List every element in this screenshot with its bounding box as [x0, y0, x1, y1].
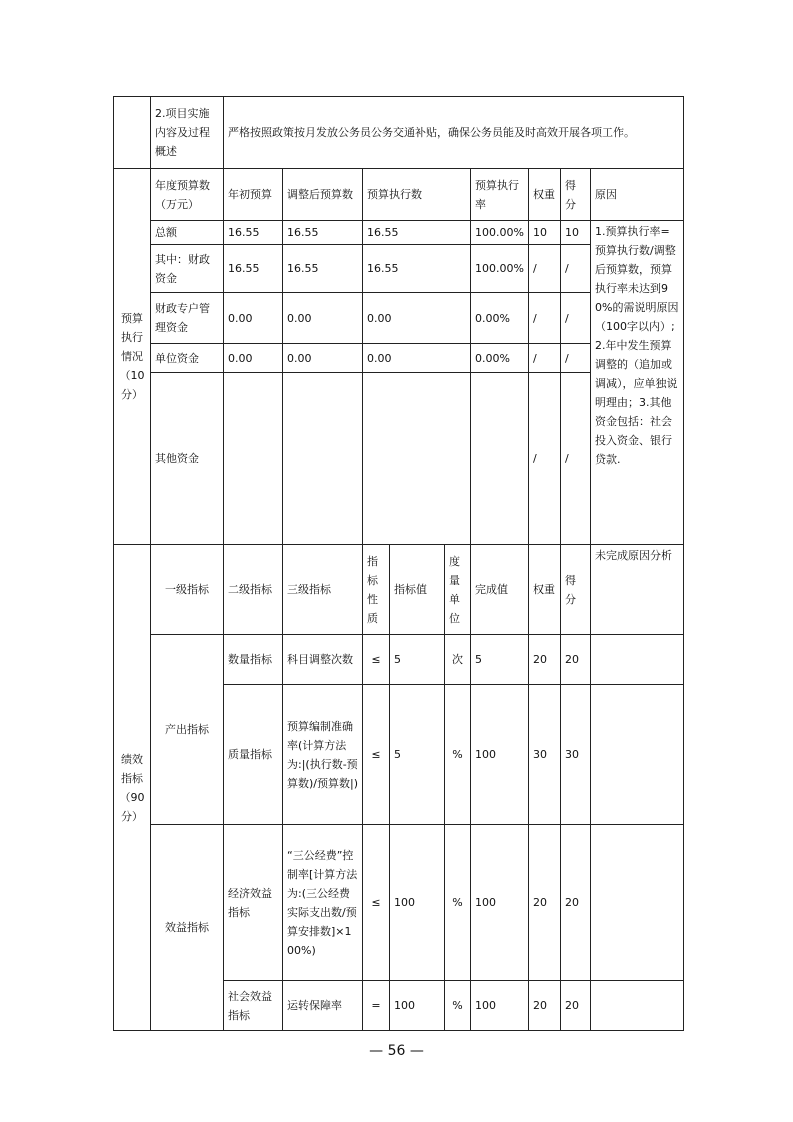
impl-label: 2.项目实施内容及过程概述 [151, 97, 224, 169]
cell: 0.00 [224, 344, 283, 373]
cell: 0.00% [471, 293, 529, 344]
perf-section-label: 绩效指标（90分） [114, 545, 151, 1031]
done-cell: 100 [471, 981, 529, 1031]
blank-cell [114, 97, 151, 169]
level1-cell: 产出指标 [151, 635, 224, 825]
cell [224, 373, 283, 545]
cell: / [561, 293, 591, 344]
cell: / [561, 373, 591, 545]
cell: 10 [529, 221, 561, 245]
row-name: 单位资金 [151, 344, 224, 373]
header-cell: 未完成原因分析 [591, 545, 684, 635]
unit-cell: % [445, 981, 471, 1031]
header-cell: 完成值 [471, 545, 529, 635]
cell: 10 [561, 221, 591, 245]
level2-cell: 质量指标 [224, 685, 283, 825]
performance-table [113, 96, 684, 1031]
nature-cell: ≤ [363, 635, 390, 685]
reason-cell [591, 635, 684, 685]
cell: / [561, 245, 591, 293]
cell: 16.55 [224, 245, 283, 293]
level1-cell: 效益指标 [151, 825, 224, 1031]
cell: 0.00 [363, 344, 471, 373]
header-cell: 权重 [529, 169, 561, 221]
row-name: 财政专户管理资金 [151, 293, 224, 344]
level2-cell: 经济效益指标 [224, 825, 283, 981]
done-cell: 100 [471, 825, 529, 981]
document-page [113, 96, 684, 1031]
unit-cell: % [445, 825, 471, 981]
cell: 0.00 [224, 293, 283, 344]
header-cell: 年初预算 [224, 169, 283, 221]
header-cell: 权重 [529, 545, 561, 635]
cell: / [529, 344, 561, 373]
cell: 16.55 [283, 221, 363, 245]
cell: 100.00% [471, 221, 529, 245]
cell: 16.55 [363, 221, 471, 245]
cell: / [529, 373, 561, 545]
cell: 16.55 [283, 245, 363, 293]
nature-cell: ≤ [363, 825, 390, 981]
level3-cell: 预算编制准确率(计算方法为:|(执行数-预算数)/预算数|) [283, 685, 363, 825]
cell: 0.00% [471, 344, 529, 373]
cell [283, 373, 363, 545]
reason-cell [591, 825, 684, 981]
cell: 16.55 [363, 245, 471, 293]
done-cell: 5 [471, 635, 529, 685]
header-cell: 得分 [561, 545, 591, 635]
impl-text: 严格按照政策按月发放公务员公务交通补贴，确保公务员能及时高效开展各项工作。 [224, 97, 684, 169]
cell [363, 373, 471, 545]
header-cell: 度量单位 [445, 545, 471, 635]
row-name: 其中：财政资金 [151, 245, 224, 293]
level3-cell: 运转保障率 [283, 981, 363, 1031]
cell: 16.55 [224, 221, 283, 245]
header-cell: 三级指标 [283, 545, 363, 635]
row-name: 总额 [151, 221, 224, 245]
cell [471, 373, 529, 545]
weight-cell: 20 [529, 635, 561, 685]
cell: 0.00 [283, 344, 363, 373]
value-cell: 100 [390, 981, 445, 1031]
cell: 0.00 [363, 293, 471, 344]
cell: / [529, 245, 561, 293]
perf-row [114, 825, 684, 981]
level3-cell: “三公经费”控制率[计算方法为:(三公经费实际支出数/预算安排数]×100%) [283, 825, 363, 981]
header-cell: 一级指标 [151, 545, 224, 635]
cell: / [529, 293, 561, 344]
header-cell: 指标性质 [363, 545, 390, 635]
weight-cell: 20 [529, 825, 561, 981]
header-cell: 原因 [591, 169, 684, 221]
header-cell: 预算执行数 [363, 169, 471, 221]
budget-section-label: 预算执行情况（10分） [114, 169, 151, 545]
unit-cell: % [445, 685, 471, 825]
header-cell: 预算执行率 [471, 169, 529, 221]
budget-row [114, 221, 684, 245]
reason-cell [591, 981, 684, 1031]
header-cell: 得分 [561, 169, 591, 221]
level2-cell: 社会效益指标 [224, 981, 283, 1031]
unit-cell: 次 [445, 635, 471, 685]
row-name: 其他资金 [151, 373, 224, 545]
reason-cell [591, 685, 684, 825]
reason-note: 1.预算执行率=预算执行数/调整后预算数，预算执行率未达到90%的需说明原因（100字以内）;2.年中发生预算调整的（追加或调减），应单独说明理由；3.其他资金包括：社会投入资金、银行贷款. [591, 221, 684, 545]
impl-row [114, 97, 684, 169]
weight-cell: 30 [529, 685, 561, 825]
perf-row [114, 635, 684, 685]
score-cell: 20 [561, 635, 591, 685]
done-cell: 100 [471, 685, 529, 825]
value-cell: 100 [390, 825, 445, 981]
perf-header-row [114, 545, 684, 635]
header-cell: 年度预算数（万元） [151, 169, 224, 221]
level3-cell: 科目调整次数 [283, 635, 363, 685]
weight-cell: 20 [529, 981, 561, 1031]
cell: 100.00% [471, 245, 529, 293]
cell: 0.00 [283, 293, 363, 344]
header-cell: 调整后预算数 [283, 169, 363, 221]
nature-cell: ≤ [363, 685, 390, 825]
score-cell: 20 [561, 825, 591, 981]
nature-cell: = [363, 981, 390, 1031]
value-cell: 5 [390, 685, 445, 825]
level2-cell: 数量指标 [224, 635, 283, 685]
budget-header-row [114, 169, 684, 221]
score-cell: 30 [561, 685, 591, 825]
value-cell: 5 [390, 635, 445, 685]
header-cell: 二级指标 [224, 545, 283, 635]
page-number: — 56 — [369, 1043, 424, 1059]
score-cell: 20 [561, 981, 591, 1031]
cell: / [561, 344, 591, 373]
header-cell: 指标值 [390, 545, 445, 635]
